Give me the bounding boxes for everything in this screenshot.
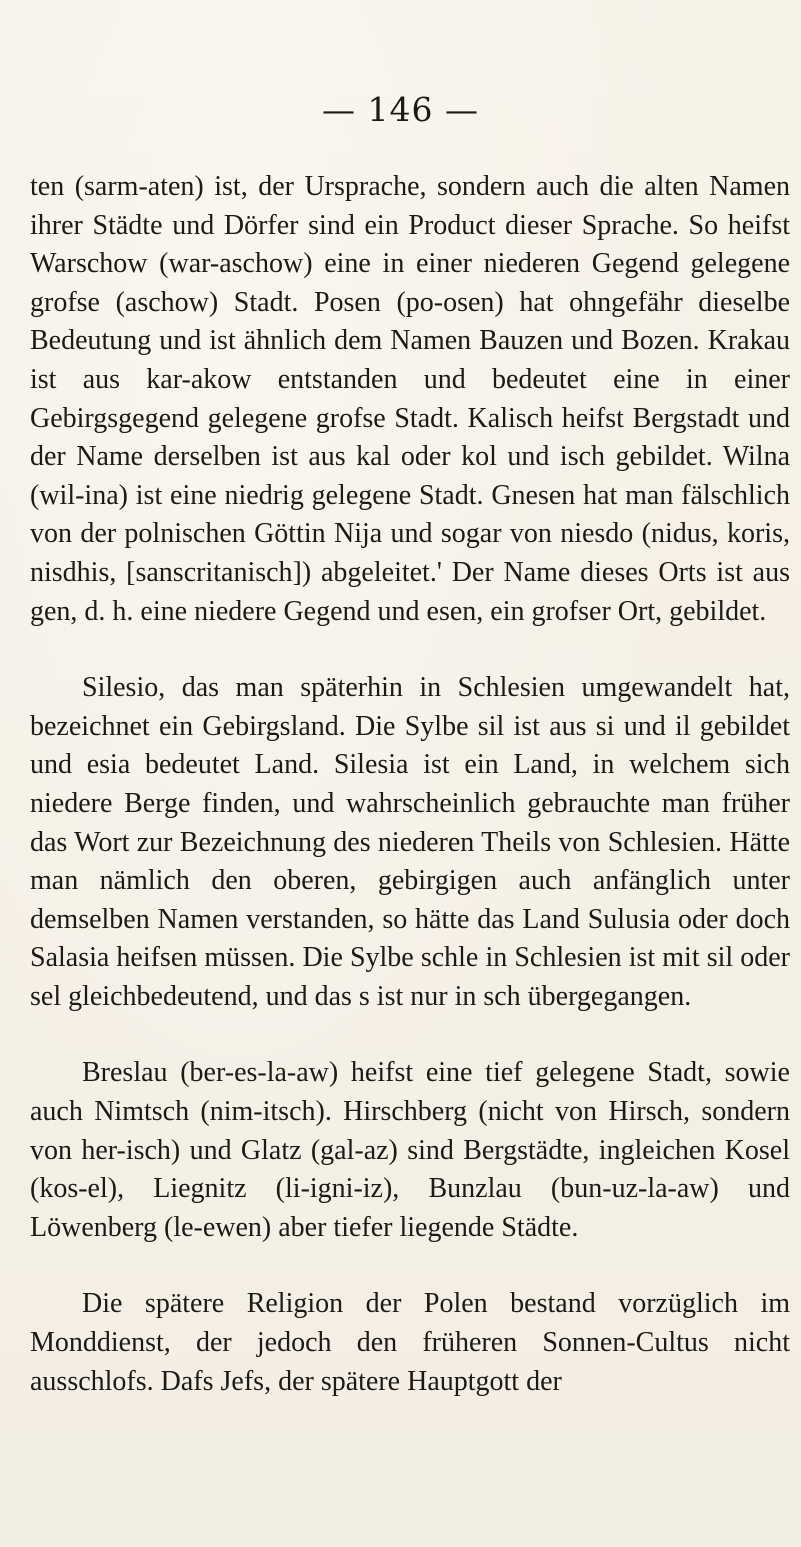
paragraph-4: Die spätere Religion der Polen bestand vorzüglich im Monddienst, der jedoch den früheren Sonnen-Cultus nicht ausschlofs. Dafs Jefs, der spätere Hauptgott der	[30, 1288, 790, 1397]
paragraph-1: ten (sarm-aten) ist, der Ursprache, sondern auch die alten Namen ihrer Städte und Dörfer sind ein Product dieser Sprache. So heifst Warschow (war-aschow) eine in einer niederen Gegend gelegene grofse (aschow) Stadt. Posen (po-osen) hat ohngefähr dieselbe Bedeutung und ist ähnlich dem Namen Bauzen und Bozen. Krakau ist aus kar-akow entstanden und bedeutet eine in einer Gebirgsgegend gelegene grofse Stadt. Kalisch heifst Bergstadt und der Name derselben ist aus kal oder kol und isch gebildet. Wilna (wil-ina) ist eine niedrig gelegene Stadt. Gnesen hat man fälschlich von der polnischen Göttin Nija und sogar von niesdo (nidus, koris, nisdhis, [sanscritanisch]) abgeleitet.' Der Name dieses Orts ist aus gen, d. h. eine niedere Gegend und esen, ein grofser Ort, gebildet.	[30, 171, 790, 627]
paragraph-2: Silesio, das man späterhin in Schlesien umgewandelt hat, bezeichnet ein Gebirgsland. Die Sylbe sil ist aus si und il gebildet und esia bedeutet Land. Silesia ist ein Land, in welchem sich niedere Berge finden, und wahrscheinlich gebrauchte man früher das Wort zur Bezeichnung des niederen Theils von Schlesien. Hätte man nämlich den oberen, gebirgigen auch anfänglich unter demselben Namen verstanden, so hätte das Land Sulusia oder doch Salasia heifsen müssen. Die Sylbe schle in Schlesien ist mit sil oder sel gleichbedeutend, und das s ist nur in sch übergegangen.	[30, 672, 790, 1012]
page-number: — 146 —	[322, 90, 479, 129]
body-text	[30, 168, 790, 1439]
paragraph-3: Breslau (ber-es-la-aw) heifst eine tief gelegene Stadt, sowie auch Nimtsch (nim-itsch). Hirschberg (nicht von Hirsch, sondern von her-isch) und Glatz (gal-az) sind Bergstädte, ingleichen Kosel (kos-el), Liegnitz (li-igni-iz), Bunzlau (bun-uz-la-aw) und Löwenberg (le-ewen) aber tiefer liegende Städte.	[30, 1057, 790, 1243]
